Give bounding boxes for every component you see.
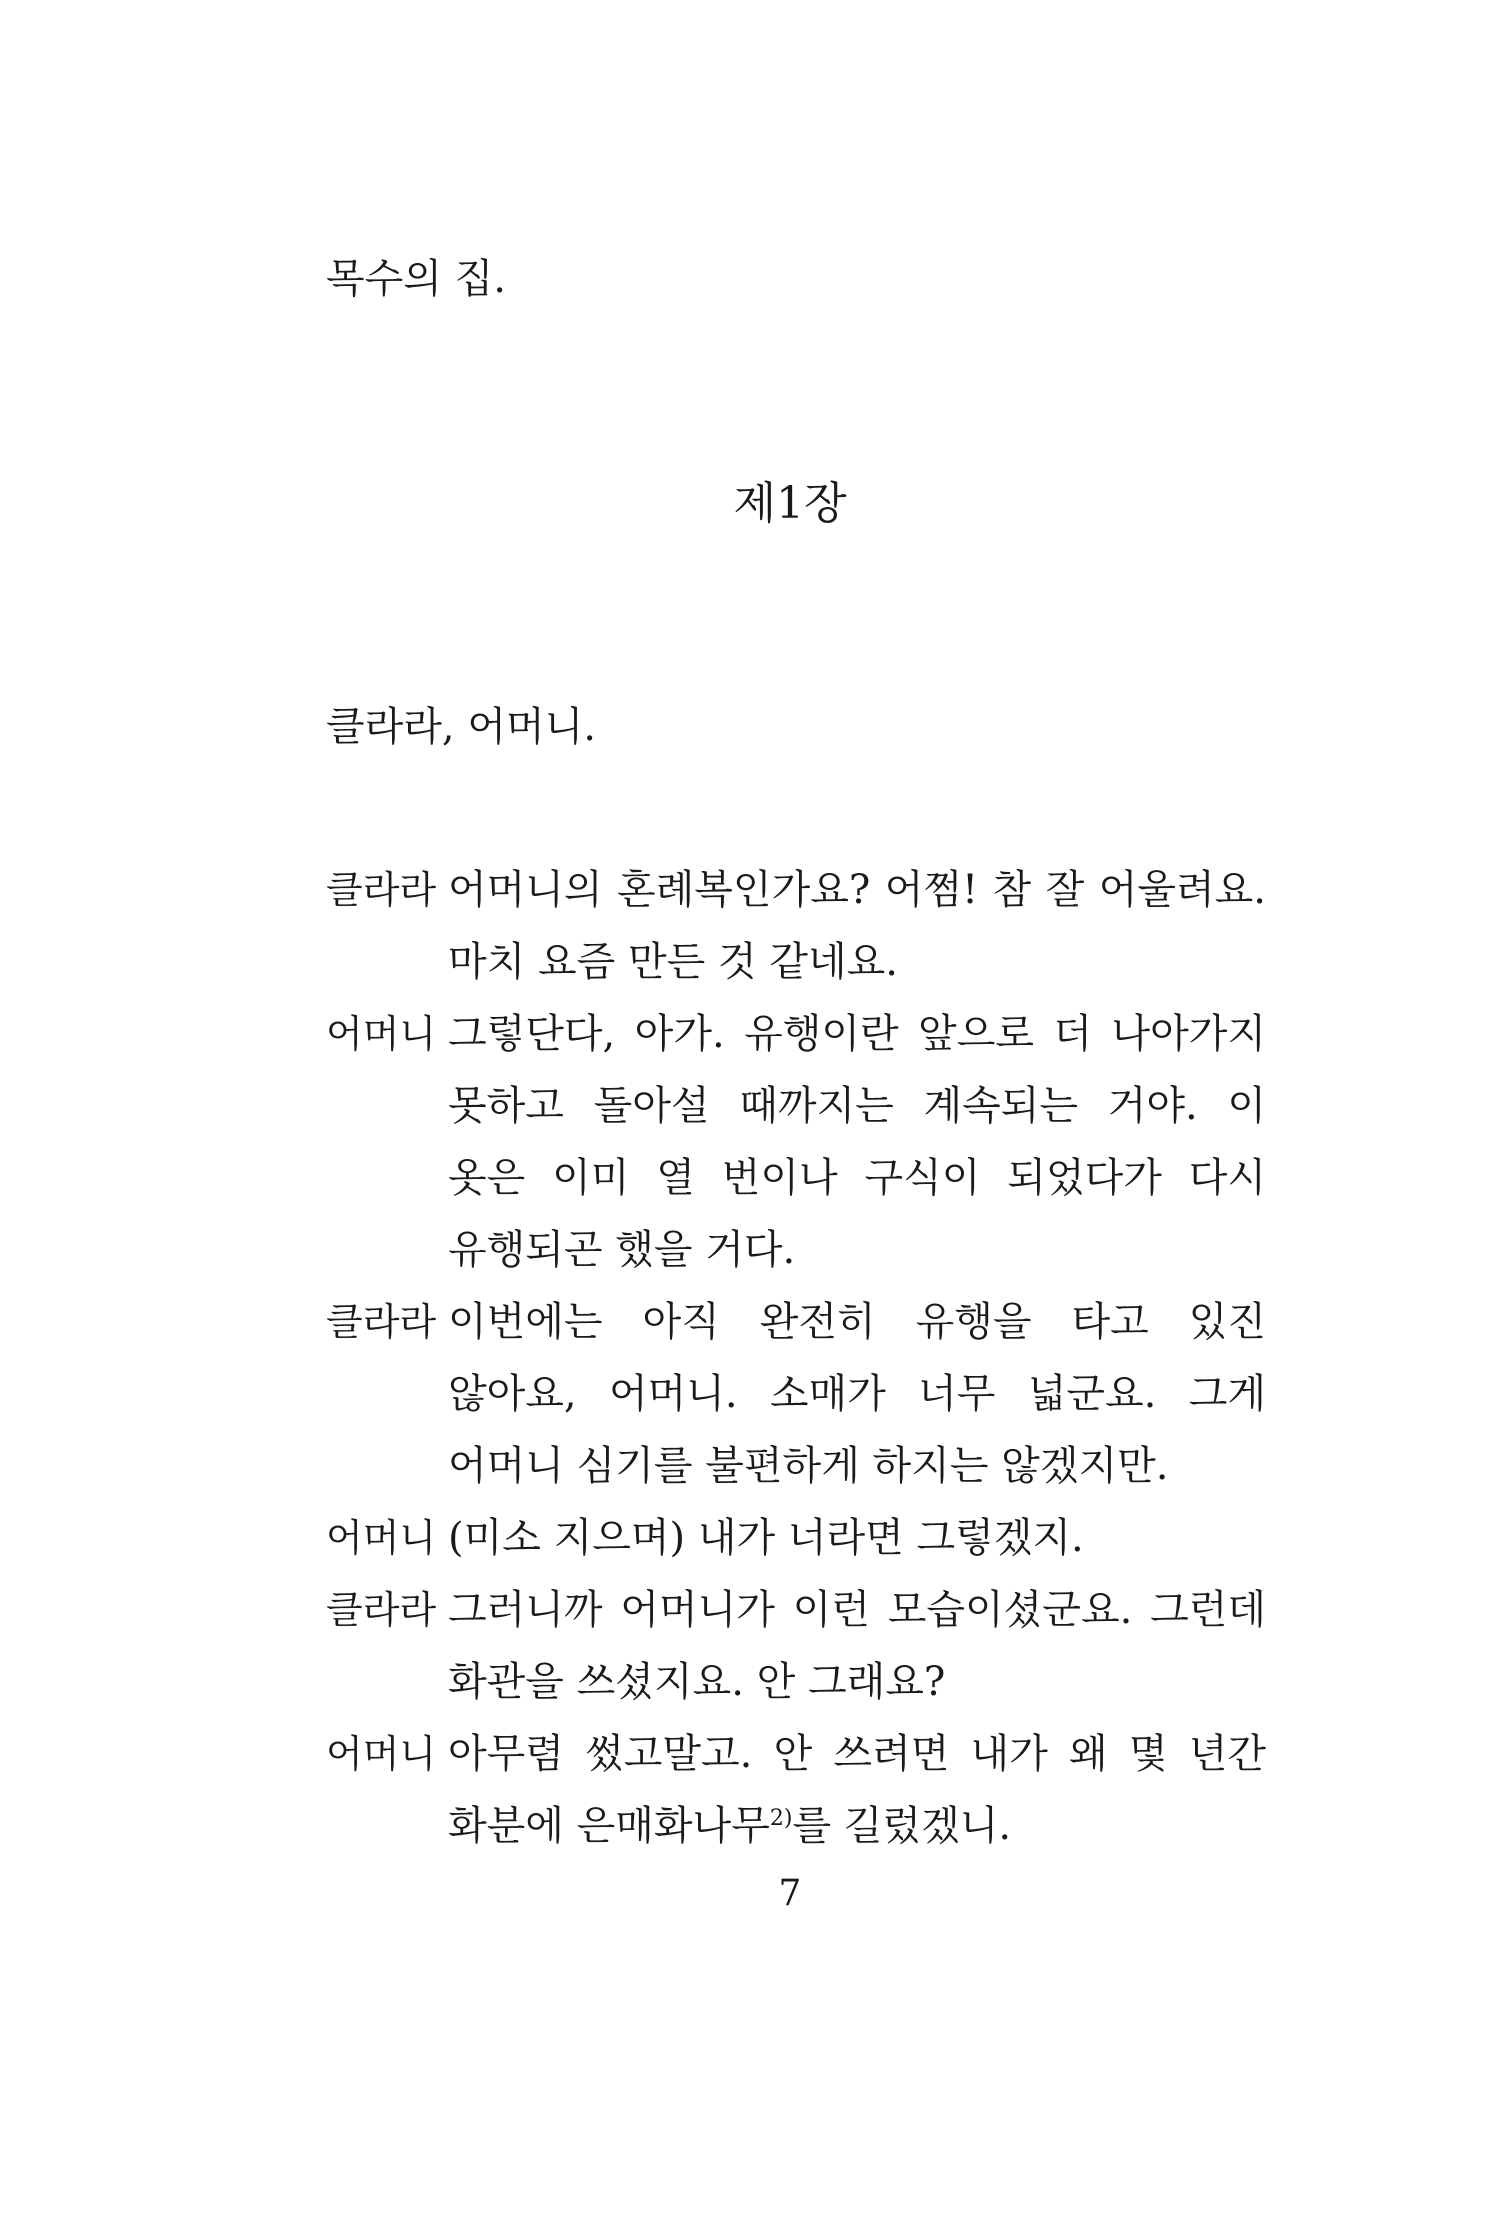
speech-text <box>448 1718 1266 1862</box>
speech-text-part: 를 길렀겠니. <box>792 1803 1012 1849</box>
dialogue-line <box>326 998 1266 1286</box>
stage-setting: 목수의 집. <box>326 256 506 302</box>
speaker-name: 클라라 <box>326 868 437 912</box>
speech-text: (미소 지으며) 내가 너라면 그렇겠지. <box>448 1515 1084 1561</box>
speech-text: 어머니의 혼례복인가요? 어쩜! 참 잘 어울려요. 마치 요즘 만든 것 같네요. <box>448 867 1266 985</box>
dialogue-line <box>326 1718 1266 1862</box>
dialogue-line <box>326 854 1266 998</box>
characters-on-stage: 클라라, 어머니. <box>326 704 596 750</box>
speech-text: 그렇단다, 아가. 유행이란 앞으로 더 나아가지 못하고 돌아설 때까지는 계속되는 거야. 이 옷은 이미 열 번이나 구식이 되었다가 다시 유행되곤 했을 거다. <box>448 1011 1266 1273</box>
page-number: 7 <box>778 1873 802 1914</box>
dialogue-block <box>326 854 1266 1862</box>
chapter-title: 제1장 <box>733 478 847 529</box>
speaker-name: 클라라 <box>326 1588 437 1632</box>
dialogue-line <box>326 1574 1266 1718</box>
speaker-name: 어머니 <box>326 1516 437 1560</box>
speaker-name: 어머니 <box>326 1012 437 1056</box>
dialogue-line <box>326 1286 1266 1502</box>
speaker-name: 클라라 <box>326 1300 437 1344</box>
speaker-name: 어머니 <box>326 1732 437 1776</box>
speech-text-part: 아무렴 썼고말고. 안 쓰려면 내가 왜 몇 년간 화분에 은매화나무 <box>448 1731 1266 1849</box>
speech-text: 그러니까 어머니가 이런 모습이셨군요. 그런데 화관을 쓰셨지요. 안 그래요? <box>448 1587 1266 1705</box>
dialogue-line <box>326 1502 1266 1574</box>
footnote-reference[interactable]: 2) <box>769 1806 793 1831</box>
speech-text: 이번에는 아직 완전히 유행을 타고 있진 않아요, 어머니. 소매가 너무 넓군요. 그게 어머니 심기를 불편하게 하지는 않겠지만. <box>448 1299 1266 1489</box>
